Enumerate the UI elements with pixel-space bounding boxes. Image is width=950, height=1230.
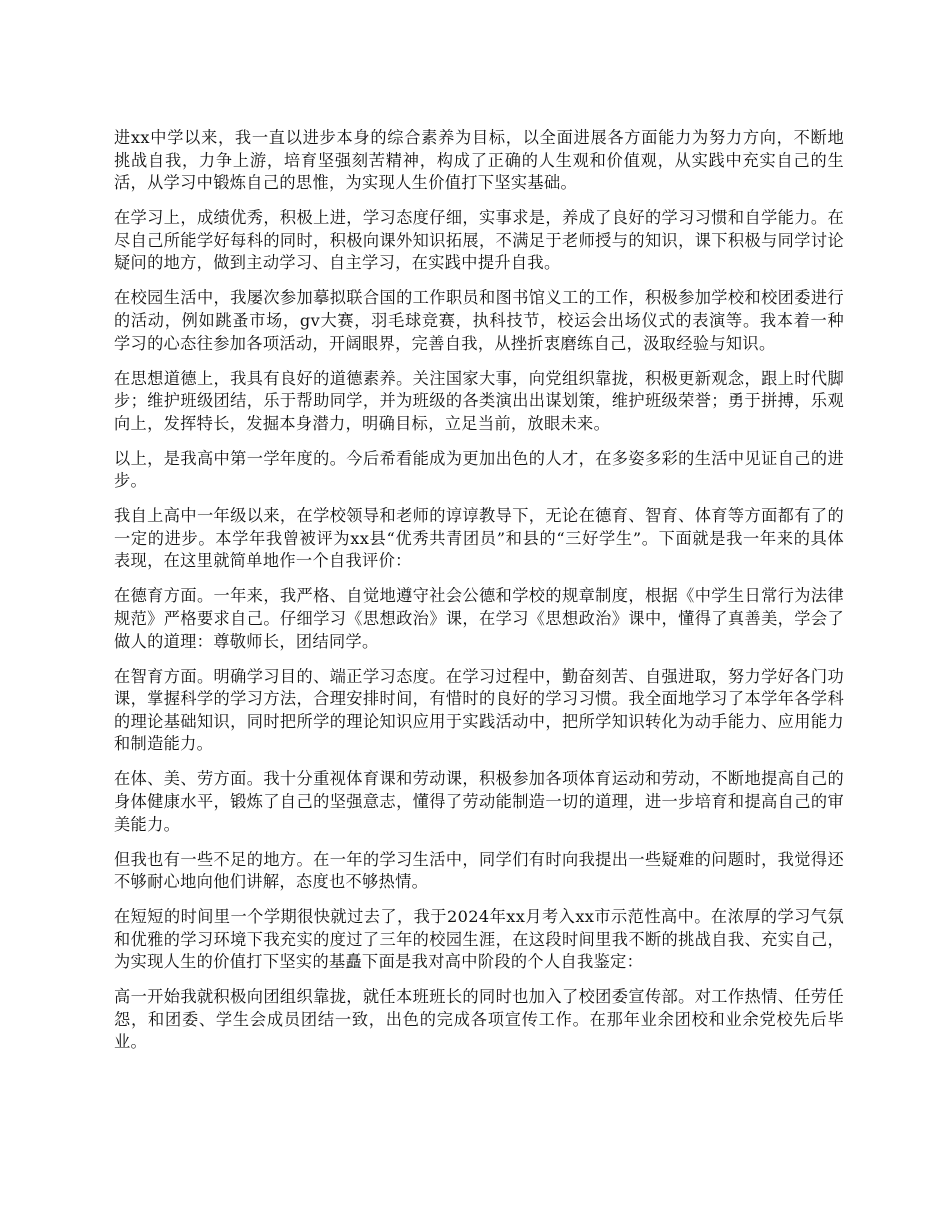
paragraph-4: 在思想道德上，我具有良好的道德素养。关注国家大事，向党组织靠拢，积极更新观念，跟上时代脚步；维护班级团结，乐于帮助同学，并为班级的各类演出出谋划策，维护班级荣誉；勇于拼搏，乐观向上，发挥特长，发掘本身潜力，明确目标，立足当前，放眼未来。 [114, 368, 844, 433]
paragraph-5: 以上，是我高中第一学年度的。今后希看能成为更加出色的人才，在多姿多彩的生活中见证自己的进步。 [114, 448, 844, 491]
document-body [114, 127, 844, 1066]
paragraph-9: 在体、美、劳方面。我十分重视体育课和劳动课，积极参加各项体育运动和劳动，不断地提高自己的身体健康水平，锻炼了自己的坚强意志，懂得了劳动能制造一切的道理，进一步培育和提高自己的审美能力。 [114, 769, 844, 834]
paragraph-2: 在学习上，成绩优秀，积极上进，学习态度仔细，实事求是，养成了良好的学习习惯和自学能力。在尽自己所能学好每科的同时，积极向课外知识拓展，不满足于老师授与的知识，课下积极与同学讨论疑问的地方，做到主动学习、自主学习，在实践中提升自我。 [114, 208, 844, 273]
paragraph-6: 我自上高中一年级以来，在学校领导和老师的谆谆教导下，无论在德育、智育、体育等方面都有了的一定的进步。本学年我曾被评为xx县“优秀共青团员”和县的“三好学生”。下面就是我一年来的具体表现，在这里就简单地作一个自我评价： [114, 506, 844, 571]
paragraph-8: 在智育方面。明确学习目的、端正学习态度。在学习过程中，勤奋刻苦、自强进取，努力学好各门功课，掌握科学的学习方法，合理安排时间，有惜时的良好的学习习惯。我全面地学习了本学年各学科的理论基础知识，同时把所学的理论知识应用于实践活动中，把所学知识转化为动手能力、应用能力和制造能力。 [114, 666, 844, 754]
paragraph-11: 在短短的时间里一个学期很快就过去了，我于2024年xx月考入xx市示范性高中。在浓厚的学习气氛和优雅的学习环境下我充实的度过了三年的校园生涯，在这段时间里我不断的挑战自我、充实自己，为实现人生的价值打下坚实的基矗下面是我对高中阶段的个人自我鉴定： [114, 907, 844, 972]
paragraph-1: 进xx中学以来，我一直以进步本身的综合素养为目标，以全面进展各方面能力为努力方向，不断地挑战自我，力争上游，培育坚强刻苦精神，构成了正确的人生观和价值观，从实践中充实自己的生活，从学习中锻炼自己的思惟，为实现人生价值打下坚实基础。 [114, 128, 844, 193]
paragraph-12: 高一开始我就积极向团组织靠拢，就任本班班长的同时也加入了校团委宣传部。对工作热情、任劳任怨，和团委、学生会成员团结一致，出色的完成各项宣传工作。在那年业余团校和业余党校先后毕业。 [114, 987, 844, 1052]
paragraph-3: 在校园生活中，我屡次参加摹拟联合国的工作职员和图书馆义工的工作，积极参加学校和校团委进行的活动，例如跳蚤市场，gv大赛，羽毛球竞赛，执科技节，校运会出场仪式的表演等。我本着一种学习的心态往参加各项活动，开阔眼界，完善自我，从挫折衷磨练自己，汲取经验与知识。 [114, 288, 844, 353]
paragraph-10: 但我也有一些不足的地方。在一年的学习生活中，同学们有时向我提出一些疑难的问题时，我觉得还不够耐心地向他们讲解，态度也不够热情。 [114, 849, 844, 892]
paragraph-7: 在德育方面。一年来，我严格、自觉地遵守社会公德和学校的规章制度，根据《中学生日常行为法律规范》严格要求自己。仔细学习《思想政治》课，在学习《思想政治》课中，懂得了真善美，学会了做人的道理：尊敬师长，团结同学。 [114, 586, 844, 651]
